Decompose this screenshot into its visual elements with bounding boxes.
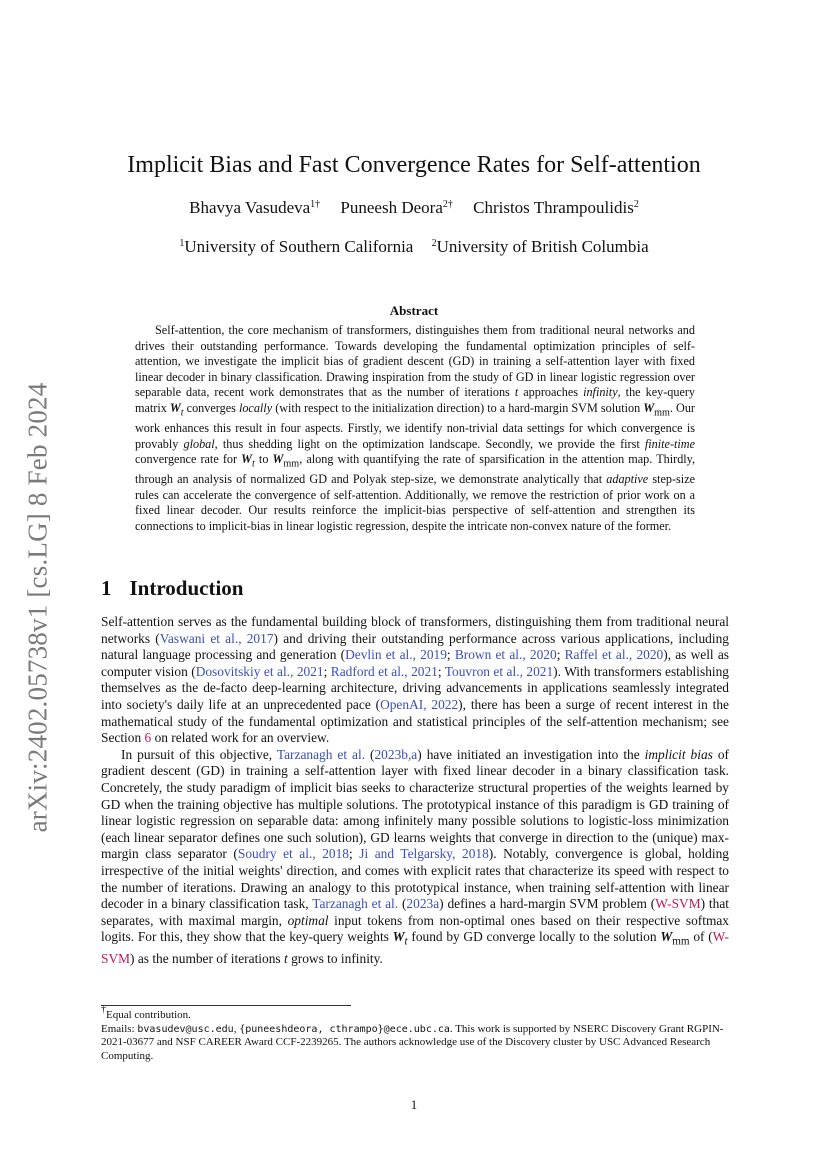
citation-link[interactable]: Vaswani et al., 2017: [159, 630, 274, 646]
affiliation-list: [60, 236, 768, 258]
email-address[interactable]: {puneeshdeora, cthrampo}@ece.ubc.ca: [239, 1023, 450, 1035]
footnotes: [101, 1004, 729, 1063]
equation-ref-link[interactable]: W-SVM: [655, 896, 701, 912]
abstract-heading: Abstract: [389, 303, 439, 318]
footnote-equal-contribution: †Equal contribution.: [101, 1004, 191, 1021]
citation-link[interactable]: Touvron et al., 2021: [444, 663, 554, 679]
arxiv-stamp-text: arXiv:2402.05738v1 [cs.LG] 8 Feb 2024: [22, 382, 53, 832]
citation-link[interactable]: Raffel et al., 2020: [564, 647, 664, 663]
citation-link[interactable]: 2023a: [406, 896, 440, 912]
paper-title: Implicit Bias and Fast Convergence Rates for Self-attention: [127, 152, 701, 178]
author-list: [60, 197, 768, 219]
author: Christos Thrampoulidis$^2$: [473, 198, 639, 217]
citation-link[interactable]: Tarzanagh et al.: [276, 746, 366, 762]
affiliation: $^2$University of British Columbia: [431, 237, 649, 256]
citation-link[interactable]: Radford et al., 2021: [330, 663, 438, 679]
affiliation: $^1$University of Southern California: [179, 237, 414, 256]
citation-link[interactable]: OpenAI, 2022: [380, 696, 459, 712]
paragraph: Self-attention serves as the fundamental building block of transformers, distinguishing them from traditional neural networks (Vaswani et al., 2017) and driving their outstanding performance across various applications, including natural language processing and generation (Devlin et al., 2019; Brown et al., 2020; Raffel et al., 2020), as well as computer vision (Dosovitskiy et al., 2021; Radford et al., 2021; Touvron et al., 2021). With transformers establishing themselves as the de-facto deep-learning architecture, driving advancements in applications seamlessly integrated into society's daily life at an unprecedented pace (OpenAI, 2022), there has been a surge of recent interest in the mathematical study of the fundamental optimization and statistical principles of the self-attention mechanism; see Section 6 on related work for an overview.: [101, 614, 729, 746]
arxiv-side-stamp: [22, 372, 54, 842]
email-address[interactable]: bvasudev@usc.edu: [137, 1023, 234, 1035]
footnote-emails: Emails: bvasudev@usc.edu, {puneeshdeora, cthrampo}@ece.ubc.ca. This work is supported by NSERC Discovery Grant RGPIN-2021-03677 and NSF CAREER Award CCF-2239265. The authors acknowledge use of the Discovery cluster by USC Advanced Research Computing.: [101, 1022, 724, 1062]
citation-link[interactable]: Brown et al., 2020: [454, 647, 557, 663]
author: Puneesh Deora$^{2\dagger}$: [340, 198, 453, 217]
citation-link[interactable]: Devlin et al., 2019: [345, 647, 447, 663]
paragraph: In pursuit of this objective, Tarzanagh et al. (2023b,a) have initiated an investigation into the implicit bias of gradient descent (GD) in training a self-attention layer with fixed linear decoder in a binary classification task. Concretely, the study paradigm of implicit bias seeks to characterize structural properties of the weights learned by GD when the training objective has multiple solutions. The prototypical instance of this paradigm is GD training of linear logistic regression on separable data: among infinitely many possible solutions to logistic-loss minimization (each linear separator defines one such solution), GD learns weights that converge in direction to the (unique) max-margin class separator (Soudry et al., 2018; Ji and Telgarsky, 2018). Notably, convergence is global, holding irrespective of the initial weights' direction, and comes with explicit rates that characterize its speed with respect to the number of iterations. Drawing an analogy to this prototypical instance, when training self-attention with linear decoder in a binary classification task, Tarzanagh et al. (2023a) defines a hard-margin SVM problem (W-SVM) that separates, with maximal margin, optimal input tokens from non-optimal ones based on their respective softmax logits. For this, they show that the key-query weights $W_t$ found by GD converge locally to the solution $W_{mm}$ of (W-SVM) as the number of iterations t grows to infinity.: [101, 746, 730, 966]
author: Bhavya Vasudeva$^{1\dagger}$: [189, 198, 321, 217]
citation-link[interactable]: Soudry et al., 2018: [237, 846, 349, 862]
section-ref-link[interactable]: 6: [144, 730, 152, 746]
citation-link[interactable]: Tarzanagh et al.: [312, 896, 399, 912]
citation-link[interactable]: Ji and Telgarsky, 2018: [359, 846, 489, 862]
citation-link[interactable]: Dosovitskiy et al., 2021: [195, 663, 324, 679]
footnote-rule: [101, 1005, 351, 1006]
citation-link[interactable]: 2023b,a: [374, 746, 418, 762]
section-heading-introduction: 1 Introduction: [101, 576, 244, 600]
abstract-text: Self-attention, the core mechanism of transformers, distinguishes them from traditional neural networks and drives their outstanding performance. Towards developing the fundamental optimization principles of self-attention, we investigate the implicit bias of gradient descent (GD) in training a self-attention layer with fixed linear decoder in binary classification. Drawing inspiration from the study of GD in linear logistic regression over separable data, recent work demonstrates that as the number of iterations t approaches infinity, the key-query matrix $W_t$ converges locally (with respect to the initialization direction) to a hard-margin SVM solution $W_{mm}$. Our work enhances this result in four aspects. Firstly, we identify non-trivial data settings for which convergence is provably global, thus shedding light on the optimization landscape. Secondly, we provide the first finite-time convergence rate for $W_t$ to $W_{mm}$, along with quantifying the rate of sparsification in the attention map. Thirdly, through an analysis of normalized GD and Polyak step-size, we demonstrate analytically that adaptive step-size rules can accelerate the convergence of self-attention. Additionally, we remove the restriction of prior work on a fixed linear decoder. Our results reinforce the implicit-bias perspective of self-attention and strengthen its connections to implicit-bias in linear logistic regression, despite the intricate non-convex nature of the former.: [135, 323, 696, 533]
equation-ref-link[interactable]: W-SVM: [101, 929, 730, 966]
page-number: 1: [410, 1097, 418, 1112]
introduction-body: [101, 614, 729, 967]
